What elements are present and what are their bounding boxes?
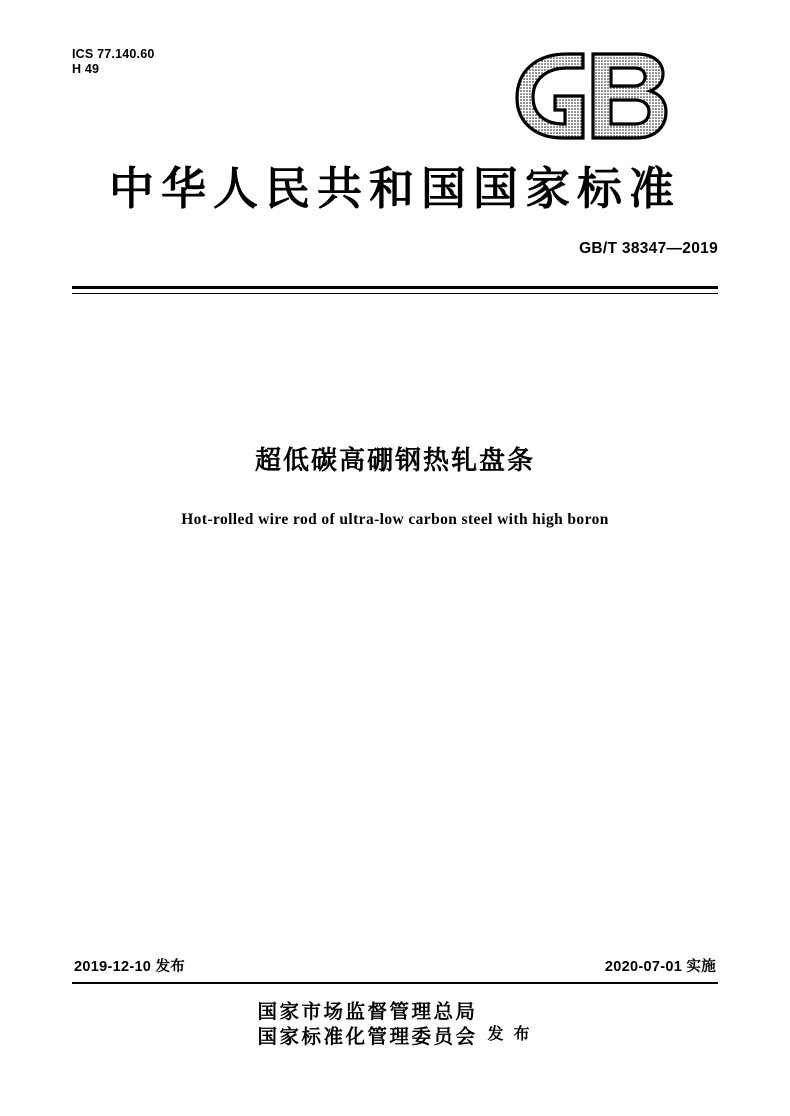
divider-thin [72, 293, 718, 294]
gb-logo [505, 48, 690, 143]
publisher-action-label: 发 布 [487, 1025, 533, 1043]
ics-classification-block [72, 47, 155, 77]
publisher-names [257, 1000, 477, 1050]
divider-thick [72, 286, 718, 289]
publisher-block [0, 1000, 790, 1050]
publisher-line-1: 国家市场监督管理总局 [257, 1002, 478, 1023]
divider-bottom [72, 982, 718, 984]
page-title: 中华人民共和国国家标准 [108, 164, 681, 214]
effective-date: 2020-07-01 实施 [604, 959, 716, 975]
standard-title-chinese: 超低碳高硼钢热轧盘条 [254, 446, 535, 475]
standard-title-english: Hot-rolled wire rod of ultra-low carbon steel with high boron [181, 511, 609, 528]
ics-code: ICS 77.140.60 [72, 47, 155, 61]
standard-number: GB/T 38347—2019 [579, 240, 718, 257]
classification-code: H 49 [72, 62, 100, 76]
publisher-line-2: 国家标准化管理委员会 [257, 1027, 478, 1048]
issue-date: 2019-12-10 发布 [74, 959, 186, 975]
